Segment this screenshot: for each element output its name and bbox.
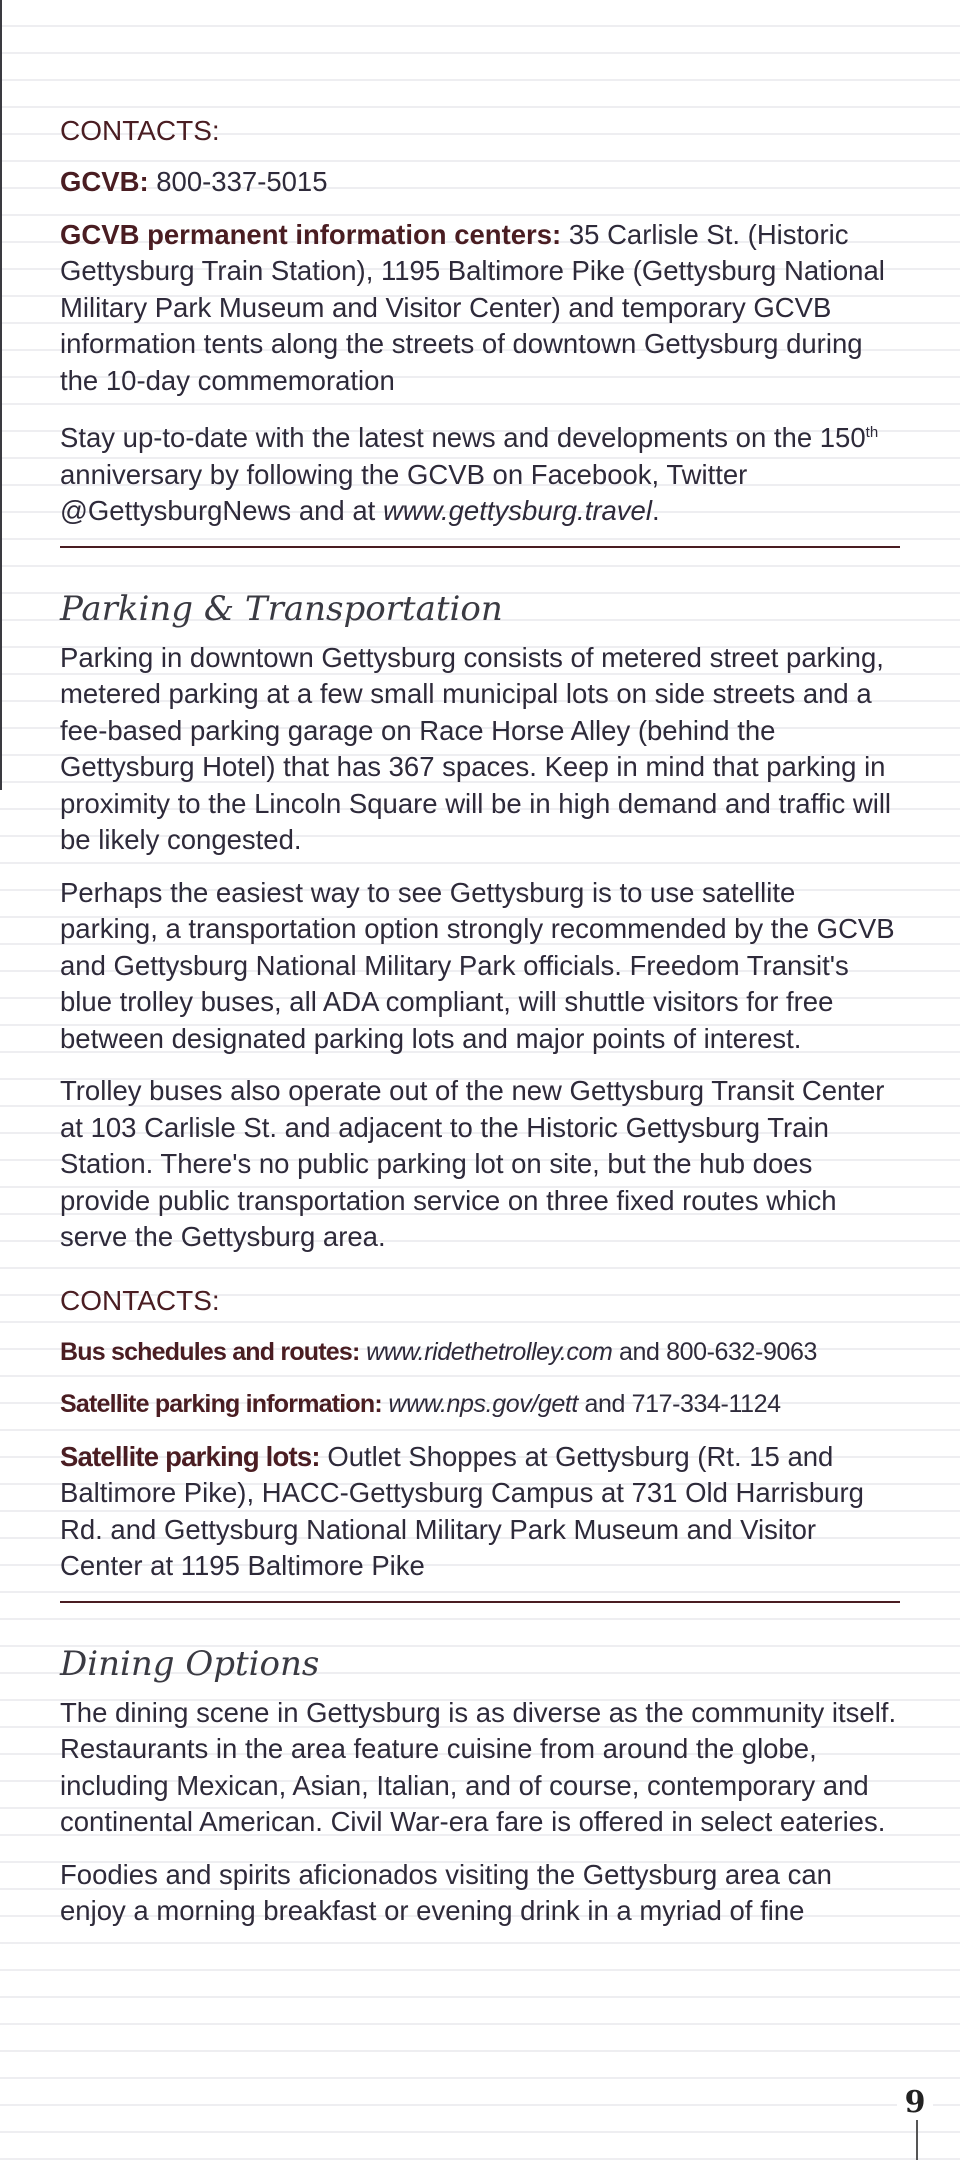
info-centers-text: 35 Carlisle St. (Historic Gettysburg Train Station), 1195 Baltimore Pike (Gettysburg National Military Park Museum and Visitor Center) and temporary GCVB information tents along the streets of downtown Gettysburg during the 10-day commemoration — [60, 218, 885, 396]
satellite-lots-label: Satellite parking lots: — [60, 1440, 320, 1472]
parking-heading: Parking & Transportation — [60, 588, 503, 629]
gcvb-label: GCVB: — [60, 166, 149, 197]
satellite-info-contact — [60, 1386, 900, 1423]
bus-phone: and 800-632-9063 — [612, 1337, 817, 1366]
satellite-lots-contact — [60, 1439, 900, 1585]
gettysburg-travel-link[interactable]: www.gettysburg.travel — [382, 495, 652, 527]
bus-schedules-contact — [60, 1334, 900, 1371]
stay-text-start: Stay up-to-date with the latest news and developments on the 150 — [60, 422, 866, 454]
section-divider — [60, 546, 900, 548]
satellite-info-label: Satellite parking information: — [60, 1390, 382, 1419]
stay-text-middle: anniversary by following the GCVB on Facebook, Twitter @GettysburgNews and at — [60, 458, 748, 527]
satellite-lots-text: Outlet Shoppes at Gettysburg (Rt. 15 and Baltimore Pike), HACC-Gettysburg Campus at 731 Old Harrisburg Rd. and Gettysburg National Military Park Museum and Visitor Center at 1195 Baltimore Pike — [60, 1440, 864, 1582]
stay-updated — [60, 415, 900, 530]
contacts-heading: CONTACTS: — [60, 115, 220, 146]
left-edge-line — [0, 0, 2, 790]
stay-text-end: . — [651, 495, 660, 527]
satellite-info-phone: and 717-334-1124 — [577, 1390, 781, 1419]
section-divider — [60, 1601, 900, 1603]
dining-paragraph: The dining scene in Gettysburg is as diverse as the community itself. Restaurants in the area feature cuisine from around the globe, including Mexican, Asian, Italian, and of course, contemporary and continental American. Civil War-era fare is offered in select eateries. — [60, 1696, 897, 1838]
bus-schedules-label: Bus schedules and routes: — [60, 1337, 360, 1366]
info-centers — [60, 217, 900, 400]
page-number: 9 — [897, 2085, 933, 2120]
stay-superscript: th — [865, 424, 879, 441]
parking-paragraph: Parking in downtown Gettysburg consists of metered street parking, metered parking at a few small municipal lots on side streets and a fee-based parking garage on Race Horse Alley (behind the Gettysburg Hotel) that has 367 spaces. Keep in mind that parking in proximity to the Lincoln Square will be in high demand and traffic will be likely congested. — [60, 641, 892, 856]
gcvb-phone: 800-337-5015 — [156, 166, 328, 197]
dining-heading: Dining Options — [60, 1643, 320, 1684]
info-centers-label: GCVB permanent information centers: — [60, 218, 562, 250]
gcvb-contact — [60, 164, 900, 201]
page-content — [60, 112, 900, 1946]
trolley-paragraph: Trolley buses also operate out of the new Gettysburg Transit Center at 103 Carlisle St. and adjacent to the Historic Gettysburg Train Station. There's no public parking lot on site, but the hub does provide public transportation service on three fixed routes which serve the Gettysburg area. — [60, 1075, 885, 1253]
ridethetrolley-link[interactable]: www.ridethetrolley.com — [366, 1337, 613, 1366]
nps-link[interactable]: www.nps.gov/gett — [388, 1390, 578, 1419]
foodies-paragraph: Foodies and spirits aficionados visiting the Gettysburg area can enjoy a morning breakfast or evening drink in a myriad of fine — [60, 1858, 832, 1927]
satellite-paragraph: Perhaps the easiest way to see Gettysburg is to use satellite parking, a transportation option strongly recommended by the GCVB and Gettysburg National Military Park officials. Freedom Transit's blue trolley buses, all ADA compliant, will shuttle visitors for free between designated parking lots and major points of interest. — [60, 876, 895, 1054]
contacts-heading: CONTACTS: — [60, 1284, 220, 1316]
